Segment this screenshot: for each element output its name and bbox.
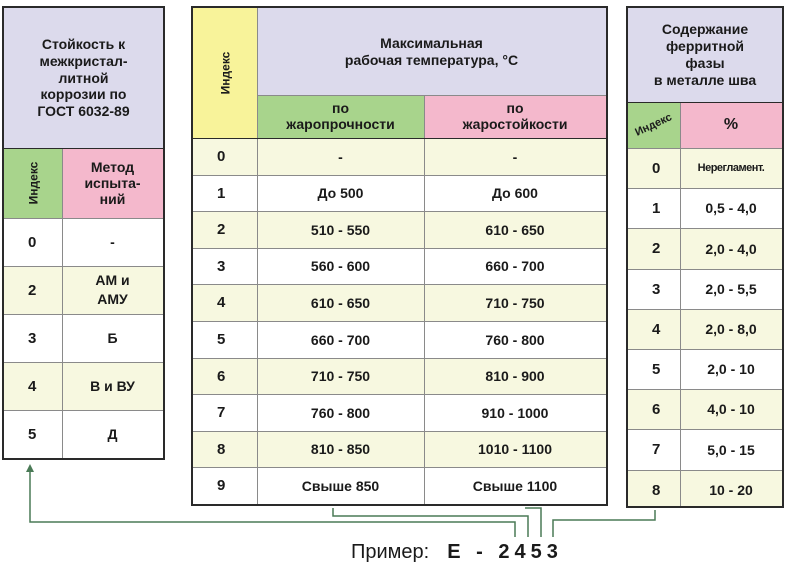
percent-cell: 2,0 - 8,0 bbox=[705, 321, 757, 337]
heat-resistance-cell: 610 - 650 bbox=[310, 294, 371, 311]
heat-resistance-cell: - bbox=[338, 148, 343, 165]
title-line: рабочая температура, °С bbox=[344, 51, 519, 68]
scaling-resistance-cell: 710 - 750 bbox=[485, 294, 545, 311]
marking-example bbox=[351, 540, 563, 564]
heat-resistance-cell: Свыше 850 bbox=[301, 477, 380, 494]
header-line: испыта- bbox=[84, 174, 141, 191]
index-cell: 2 bbox=[652, 240, 661, 257]
scaling-resistance-cell: До 600 bbox=[492, 185, 538, 201]
index-cell: 6 bbox=[217, 367, 226, 385]
percent-cell: Нерегламент. bbox=[697, 162, 765, 174]
heat-resistance-cell: 810 - 850 bbox=[310, 441, 371, 457]
heat-resistance-cell: 660 - 700 bbox=[310, 331, 371, 348]
scaling-resistance-cell: 660 - 700 bbox=[485, 258, 545, 274]
index-cell: 3 bbox=[652, 280, 661, 298]
scaling-resistance-cell: - bbox=[512, 148, 518, 165]
percent-cell: 10 - 20 bbox=[709, 482, 753, 498]
connector-ferrite bbox=[553, 510, 655, 537]
arrow-head-icon bbox=[26, 464, 34, 472]
percent-cell: 0,5 - 4,0 bbox=[705, 200, 757, 216]
title-line: ферритной bbox=[665, 38, 745, 55]
index-cell: 5 bbox=[652, 360, 661, 378]
index-cell: 1 bbox=[217, 184, 226, 202]
index-cell: 1 bbox=[652, 199, 661, 217]
method-line: Д bbox=[107, 425, 118, 442]
percent-cell: 4,0 - 10 bbox=[707, 401, 755, 417]
index-cell: 8 bbox=[217, 440, 226, 458]
title-line: ГОСТ 6032-89 bbox=[37, 103, 130, 120]
index-cell: 2 bbox=[217, 221, 226, 238]
title-line: фазы bbox=[685, 55, 725, 71]
method-line: В и ВУ bbox=[90, 377, 135, 394]
example-code: Е - 2453 bbox=[447, 540, 563, 563]
title-line: коррозии по bbox=[40, 86, 127, 103]
percent-cell: 2,0 - 4,0 bbox=[705, 240, 757, 257]
index-cell: 7 bbox=[217, 404, 226, 421]
index-cell: 7 bbox=[652, 441, 661, 458]
index-cell: 8 bbox=[652, 481, 661, 499]
index-cell: 0 bbox=[217, 148, 226, 165]
title-line: Стойкость к bbox=[41, 36, 126, 52]
title-line: в металле шва bbox=[653, 71, 757, 88]
heat-resistance-cell: 710 - 750 bbox=[310, 368, 371, 384]
index-header-text: Индекс bbox=[633, 111, 675, 139]
scaling-resistance-cell: 910 - 1000 bbox=[481, 404, 549, 421]
scaling-resistance-cell: 610 - 650 bbox=[485, 221, 545, 238]
connector-corrosion bbox=[30, 468, 515, 537]
index-cell: 4 bbox=[652, 320, 661, 338]
heat-resistance-cell: 510 - 550 bbox=[310, 221, 371, 238]
index-cell: 4 bbox=[217, 294, 226, 311]
method-line: - bbox=[110, 233, 115, 250]
title-line: межкристал- bbox=[39, 52, 128, 69]
index-cell: 3 bbox=[28, 329, 37, 347]
index-header-text: Индекс bbox=[218, 51, 232, 95]
heat-resistance-cell: До 500 bbox=[317, 185, 364, 201]
header-line: жаропрочности bbox=[286, 115, 395, 132]
index-cell: 6 bbox=[652, 400, 661, 418]
method-line: Б bbox=[107, 329, 118, 346]
scaling-resistance-cell: Свыше 1100 bbox=[472, 477, 558, 494]
header-line: Метод bbox=[90, 158, 135, 175]
example-label: Пример: bbox=[351, 540, 430, 563]
percent-cell: 5,0 - 15 bbox=[707, 441, 755, 458]
index-header-text: Индекс bbox=[26, 161, 40, 205]
index-cell: 5 bbox=[28, 425, 37, 443]
header-line: по bbox=[331, 100, 349, 117]
scaling-resistance-cell: 760 - 800 bbox=[485, 331, 545, 348]
header-line: по bbox=[506, 100, 524, 117]
method-line: АМ и bbox=[95, 272, 130, 289]
heat-resistance-cell: 760 - 800 bbox=[310, 404, 371, 421]
percent-cell: 2,0 - 5,5 bbox=[705, 281, 757, 297]
index-cell: 3 bbox=[217, 257, 226, 275]
title-line: Содержание bbox=[661, 21, 749, 38]
index-cell: 0 bbox=[28, 233, 37, 251]
index-cell: 9 bbox=[217, 477, 226, 494]
title-line: Максимальная bbox=[380, 34, 483, 51]
header-line: жаростойкости bbox=[462, 115, 568, 132]
index-cell: 5 bbox=[217, 331, 226, 348]
method-line: АМУ bbox=[97, 291, 128, 307]
heat-resistance-cell: 560 - 600 bbox=[310, 258, 371, 274]
index-cell: 2 bbox=[28, 281, 37, 299]
scaling-resistance-cell: 1010 - 1100 bbox=[478, 441, 552, 457]
title-line: литной bbox=[58, 69, 109, 86]
scaling-resistance-cell: 810 - 900 bbox=[485, 368, 545, 384]
header-line: ний bbox=[99, 191, 126, 208]
index-cell: 4 bbox=[28, 377, 37, 395]
index-cell: 0 bbox=[652, 159, 661, 177]
percent-header-text: % bbox=[723, 116, 739, 133]
percent-cell: 2,0 - 10 bbox=[707, 361, 755, 377]
